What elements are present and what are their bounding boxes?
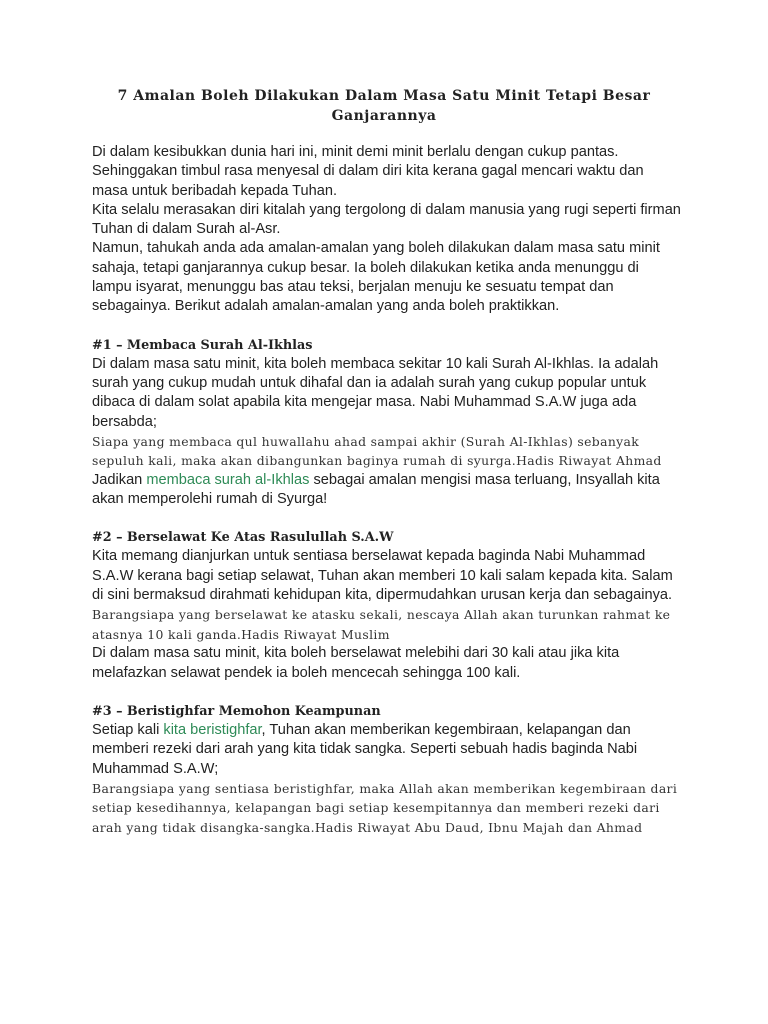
section-heading: #1 – Membaca Surah Al-Ikhlas xyxy=(92,337,313,353)
section-3 xyxy=(92,702,682,837)
section-2 xyxy=(92,528,682,682)
section-paragraph: Setiap kali kita beristighfar, Tuhan akan memberikan kegembiraan, kelapangan dan memberi rezeki dari arah yang kita tidak sangka. Seperti sebuah hadis baginda Nabi Muhammad S.A.W; xyxy=(92,721,638,777)
hadith-quote: Barangsiapa yang sentiasa beristighfar, maka Allah akan memberikan kegembiraan dari setiap kesedihannya, kelapangan bagi setiap kesempitannya dan memberi rezeki dari arah yang tidak disangka-sangka.Hadis Riwayat Abu Daud, Ibnu Majah dan Ahmad xyxy=(92,780,678,835)
section-paragraph: Di dalam masa satu minit, kita boleh membaca sekitar 10 kali Surah Al-Ikhlas. Ia adalah surah yang cukup mudah untuk dihafal dan ia adalah surah yang cukup popular untuk dibaca di dalam solat apabila kita mengejar masa. Nabi Muhammad S.A.W juga ada bersabda; xyxy=(92,355,659,430)
section-heading: #3 – Beristighfar Memohon Keampunan xyxy=(92,703,381,719)
section-heading: #2 – Berselawat Ke Atas Rasulullah S.A.W xyxy=(92,530,394,546)
intro-paragraph-2: Kita selalu merasakan diri kitalah yang tergolong di dalam manusia yang rugi seperti firman Tuhan di dalam Surah al-Asr. xyxy=(92,201,681,238)
section-paragraph: Kita memang dianjurkan untuk sentiasa berselawat kepada baginda Nabi Muhammad S.A.W kerana bagi setiap selawat, Tuhan akan memberi 10 kali salam kepada kita. Salam di sini bermaksud dirahmati kehidupan kita, dipermudahkan urusan kerja dan sebagainya. xyxy=(92,548,673,604)
article-title: 7 Amalan Boleh Dilakukan Dalam Masa Satu Minit Tetapi Besar Ganjarannya xyxy=(117,88,651,124)
article-body xyxy=(92,143,682,837)
section-paragraph: Di dalam masa satu minit, kita boleh berselawat melebihi dari 30 kali atau jika kita melafazkan selawat pendek ia boleh mencecah sehingga 100 kali. xyxy=(92,645,620,681)
hadith-quote: Siapa yang membaca qul huwallahu ahad sampai akhir (Surah Al-Ikhlas) sebanyak sepuluh kali, maka akan dibangunkan baginya rumah di syurga.Hadis Riwayat Ahmad xyxy=(92,433,662,469)
hadith-quote: Barangsiapa yang berselawat ke atasku sekali, nescaya Allah akan turunkan rahmat ke atasnya 10 kali ganda.Hadis Riwayat Muslim xyxy=(92,607,671,642)
intro-paragraph-1: Di dalam kesibukkan dunia hari ini, minit demi minit berlalu dengan cukup pantas. Sehinggakan timbul rasa menyesal di dalam diri kita kerana gagal mencari waktu dan masa untuk beribadah kepada Tuhan. xyxy=(92,144,644,199)
section-paragraph: Jadikan membaca surah al-Ikhlas sebagai amalan mengisi masa terluang, Insyallah kita akan memperolehi rumah di Syurga! xyxy=(92,471,660,508)
surah-al-ikhlas-link[interactable]: membaca surah al-Ikhlas xyxy=(146,471,310,488)
istighfar-link[interactable]: kita beristighfar xyxy=(163,721,262,738)
intro-paragraph-3: Namun, tahukah anda ada amalan-amalan yang boleh dilakukan dalam masa satu minit sahaja, tetapi ganjarannya cukup besar. Ia boleh dilakukan ketika anda menunggu di lampu isyarat, menunggu bas atau teksi, berjalan menuju ke sesuatu tempat dan sebagainya. Berikut adalah amalan-amalan yang anda boleh praktikkan. xyxy=(92,240,660,315)
section-1 xyxy=(92,336,682,510)
